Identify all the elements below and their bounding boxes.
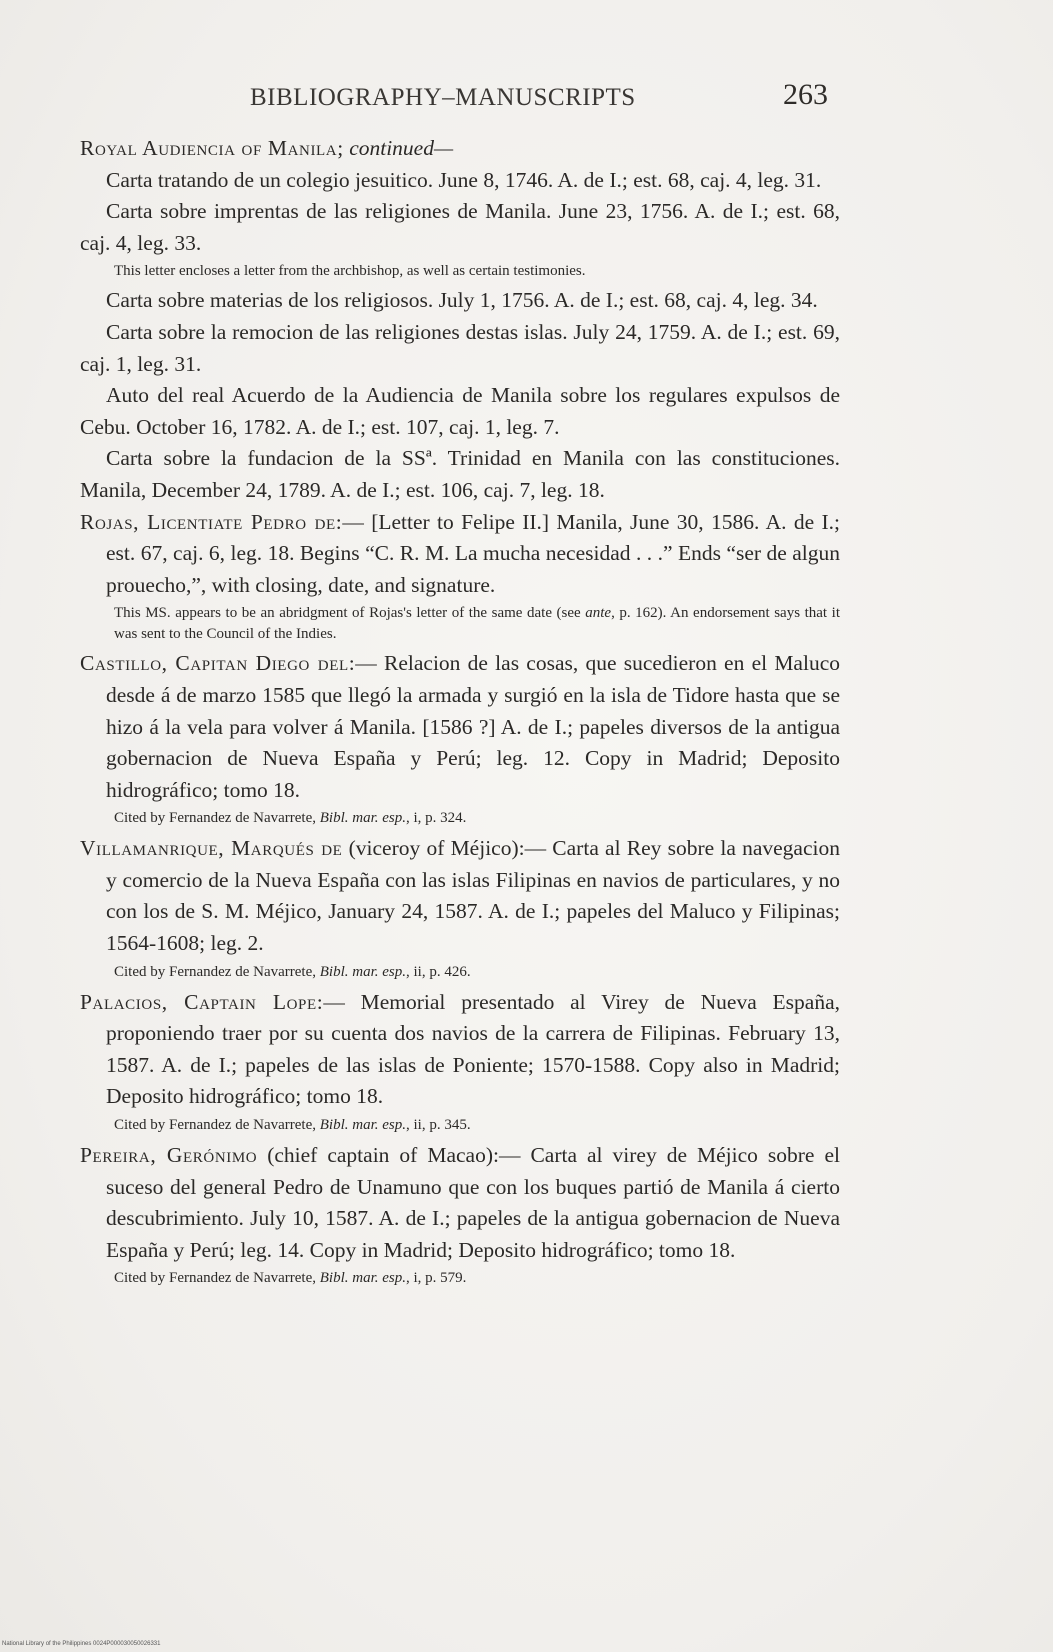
villamanrique-citation <box>80 962 840 983</box>
entry-villamanrique <box>80 833 840 959</box>
entry-rojas <box>80 507 840 602</box>
citation-text: , i, p. 324. <box>406 810 467 827</box>
note-text: , p. 162). An endorsement says that it was sent to the Council of the Indies. <box>114 605 840 643</box>
audiencia-item-3: Carta sobre materias de los religiosos. July 1, 1756. A. de I.; est. 68, caj. 4, leg. 34. <box>106 288 818 313</box>
entry-heading: Royal Audiencia of Manila; <box>80 136 344 160</box>
entry-body: — [Letter to Felipe II.] Manila, June 30, 1586. A. de I.; est. 67, caj. 6, leg. 18. Begins “C. R. M. La mucha necesidad . . .” Ends “ser de algun prouecho,”, with closing, date, and signature. <box>106 509 840 597</box>
citation-text: Cited by Fernandez de Navarrete, <box>114 1117 320 1134</box>
entry-heading: Castillo, Capitan Diego del: <box>80 651 356 676</box>
audiencia-item-2: Carta sobre imprentas de las religiones de Manila. June 23, 1756. A. de I.; est. 68, caj. 4, leg. 33. <box>80 199 840 255</box>
citation-work: Bibl. mar. esp. <box>319 1117 406 1134</box>
note-italic: ante <box>585 605 612 622</box>
note-text: This MS. appears to be an abridgment of Rojas's letter of the same date (see <box>114 605 586 622</box>
audiencia-item-5: Auto del real Acuerdo de la Audiencia de Manila sobre los regulares expulsos de Cebu. October 16, 1782. A. de I.; est. 107, caj. 1, leg. 7. <box>80 383 840 439</box>
entry-heading: Pereira, Gerónimo <box>80 1143 258 1168</box>
entry-heading: Villamanrique, Marqués de <box>80 836 343 861</box>
pereira-citation <box>80 1268 840 1289</box>
entry-body: — Memorial presentado al Virey de Nueva España, proponiendo traer por su cuenta dos navios de la carrera de Filipinas. February 13, 1587. A. de I.; papeles de las islas de Poniente; 1570-1588. Copy also in Madrid; Deposito hidrográfico; tomo 18. <box>106 989 840 1109</box>
citation-text: , ii, p. 345. <box>406 1117 471 1134</box>
running-title: BIBLIOGRAPHY–MANUSCRIPTS <box>250 84 636 111</box>
entry-audiencia-heading <box>80 133 840 165</box>
entry-body: (viceroy of Méjico):— Carta al Rey sobre la navegacion y comercio de la Nueva España con las islas Filipinas en navios de particulares, y no con los de S. M. Méjico, January 24, 1587. A. de I.; papeles del Maluco y Filipinas; 1564-1608; leg. 2. <box>106 836 840 956</box>
entry-body: (chief captain of Macao):— Carta al virey de Méjico sobre el suceso del general Pedro de Unamuno que con los buques partió de Manila á cierto descubrimiento. July 10, 1587. A. de I.; papeles de la antigua gobernacion de Nueva España y Perú; leg. 14. Copy in Madrid; Deposito hidrográfico; tomo 18. <box>106 1143 840 1262</box>
entry-pereira <box>80 1140 840 1266</box>
audiencia-item-6: Carta sobre la fundacion de la SSª. Trinidad en Manila con las constituciones. Manila, December 24, 1789. A. de I.; est. 106, caj. 7, leg. 18. <box>80 446 840 502</box>
library-stamp: National Library of the Philippines 0024P000030050026331 <box>2 1641 161 1647</box>
citation-work: Bibl. mar. esp. <box>319 1270 406 1287</box>
audiencia-note: This letter encloses a letter from the archbishop, as well as certain testimonies. <box>114 263 586 280</box>
bibliography-body <box>80 133 840 1293</box>
citation-work: Bibl. mar. esp. <box>319 963 406 980</box>
castillo-citation <box>80 808 840 829</box>
audiencia-item-4: Carta sobre la remocion de las religiones destas islas. July 24, 1759. A. de I.; est. 69, caj. 1, leg. 31. <box>80 319 840 376</box>
citation-text: Cited by Fernandez de Navarrete, <box>114 1270 320 1287</box>
citation-text: , ii, p. 426. <box>406 963 471 980</box>
entry-palacios <box>80 987 840 1113</box>
entry-heading: Rojas, Licentiate Pedro de: <box>80 509 343 534</box>
page-number: 263 <box>783 78 828 111</box>
entry-castillo <box>80 648 840 806</box>
entry-body: — Relacion de las cosas, que sucedieron en el Maluco desde á de marzo 1585 que llegó la armada y surgió en la isla de Tidore hasta que se hizo á la vela para volver á Manila. [1586 ?] A. de I.; papeles diversos de la antigua gobernacion de Nueva España y Perú; leg. 12. Copy in Madrid; Deposito hidrográfico; tomo 18. <box>106 651 840 802</box>
continued-label: continued— <box>349 136 454 160</box>
entry-heading: Palacios, Captain Lope: <box>80 989 324 1014</box>
citation-work: Bibl. mar. esp. <box>319 810 406 827</box>
audiencia-item-1: Carta tratando de un colegio jesuitico. June 8, 1746. A. de I.; est. 68, caj. 4, leg. 31. <box>106 167 822 192</box>
citation-text: Cited by Fernandez de Navarrete, <box>114 963 320 980</box>
rojas-note <box>80 603 840 645</box>
citation-text: , i, p. 579. <box>406 1270 467 1287</box>
palacios-citation <box>80 1115 840 1136</box>
citation-text: Cited by Fernandez de Navarrete, <box>114 810 320 827</box>
